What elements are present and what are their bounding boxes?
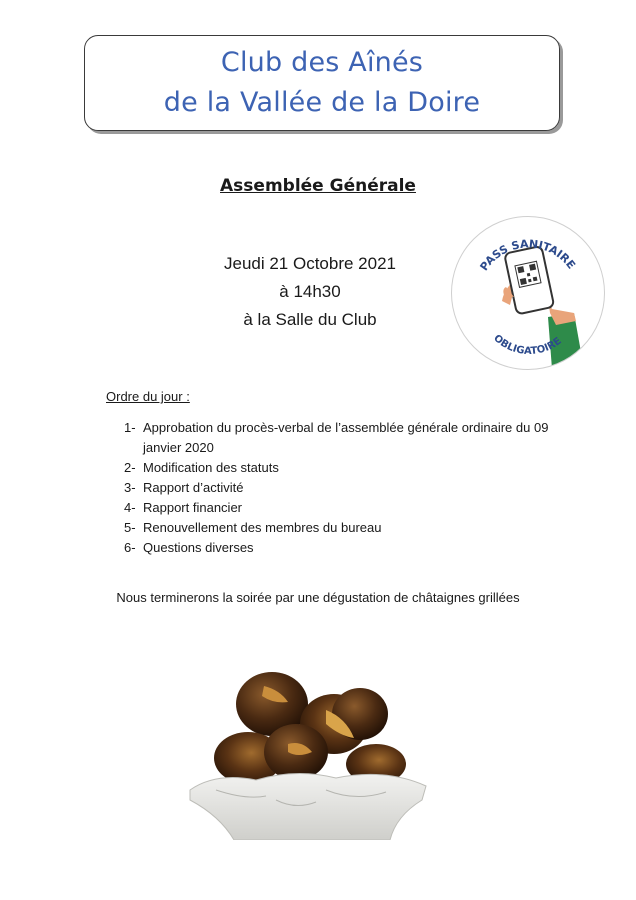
agenda-number: 4-	[124, 500, 136, 515]
agenda-item	[124, 458, 564, 478]
header-box	[84, 35, 560, 131]
chestnuts-image	[176, 640, 436, 840]
agenda-item	[124, 498, 564, 518]
closing-note: Nous terminerons la soirée par une dégustation de châtaignes grillées	[116, 590, 520, 605]
event-time: à 14h30	[279, 282, 341, 301]
agenda-number: 5-	[124, 520, 136, 535]
agenda-list	[124, 418, 564, 558]
agenda-number: 6-	[124, 540, 136, 555]
title-wrap	[0, 176, 636, 196]
agenda-text: Renouvellement des membres du bureau	[143, 520, 382, 535]
agenda-text: Questions diverses	[143, 540, 254, 555]
agenda-item	[124, 538, 564, 558]
agenda-number: 3-	[124, 480, 136, 495]
badge-top-text: PASS SANITAIRE	[477, 237, 578, 274]
agenda-heading: Ordre du jour :	[106, 389, 190, 404]
badge-bottom-text: OBLIGATOIRE	[491, 332, 564, 358]
event-info	[160, 250, 460, 334]
event-date: Jeudi 21 Octobre 2021	[223, 254, 396, 273]
agenda-text: Approbation du procès-verbal de l’assemblée générale ordinaire du 09 janvier 2020	[143, 420, 549, 455]
agenda-number: 2-	[124, 460, 136, 475]
agenda-item	[124, 518, 564, 538]
agenda-item	[124, 418, 564, 458]
event-place: à la Salle du Club	[243, 310, 377, 329]
chestnuts-photo	[176, 640, 436, 840]
pass-sanitaire-icon	[452, 217, 604, 369]
agenda-text: Rapport financier	[143, 500, 242, 515]
agenda-number: 1-	[124, 420, 136, 435]
page-title: Assemblée Générale	[220, 176, 416, 196]
agenda-text: Rapport d’activité	[143, 480, 244, 495]
club-name-line2: de la Vallée de la Doire	[163, 87, 481, 118]
pass-sanitaire-badge	[451, 216, 605, 370]
club-name-line1: Club des Aînés	[220, 47, 424, 78]
agenda-text: Modification des statuts	[143, 460, 279, 475]
agenda-item	[124, 478, 564, 498]
